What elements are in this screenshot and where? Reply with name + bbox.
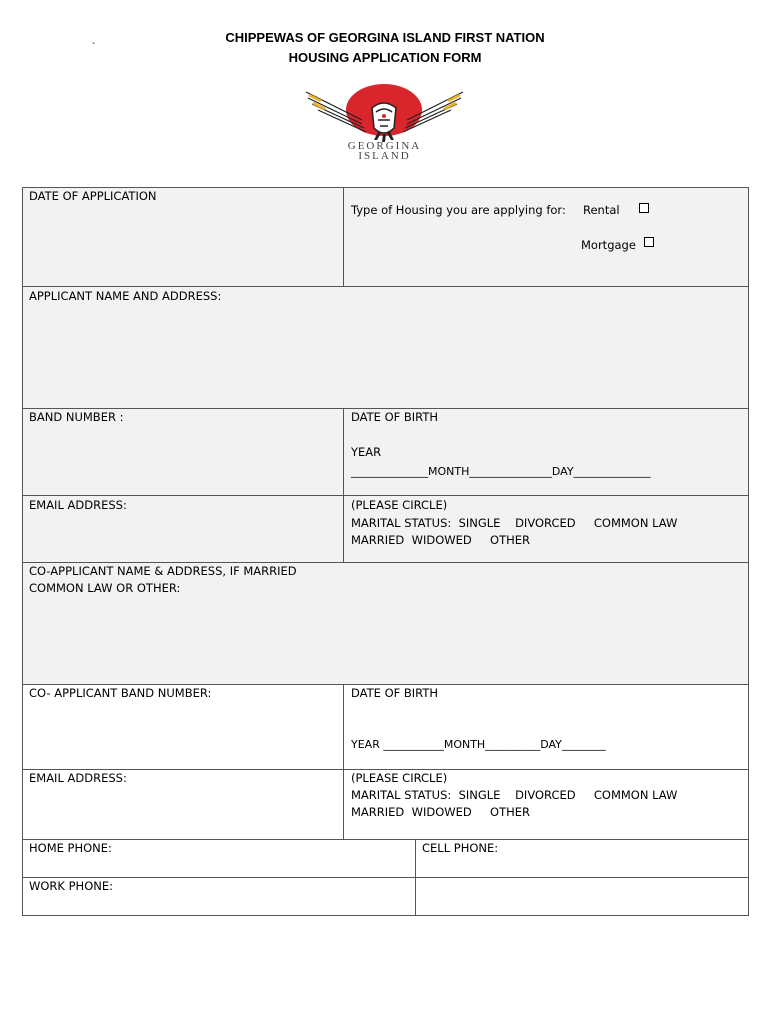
rental-checkbox[interactable]	[639, 203, 649, 213]
date-of-birth-label: DATE OF BIRTH	[351, 410, 439, 424]
dob-fill-line: ______________MONTH_______________DAY______________	[351, 465, 651, 478]
coapplicant-marital-status-options: MARITAL STATUS: SINGLE DIVORCED COMMON LAW	[351, 788, 678, 802]
form-title-line2: HOUSING APPLICATION FORM	[288, 50, 482, 65]
stray-mark: `	[92, 42, 96, 53]
marital-status-options: MARITAL STATUS: SINGLE DIVORCED COMMON LAW	[351, 516, 678, 530]
coapplicant-please-circle-label: (PLEASE CIRCLE)	[351, 771, 448, 785]
work-phone-label: WORK PHONE:	[29, 879, 113, 893]
rental-label: Rental	[583, 203, 620, 217]
table-col-divider	[415, 839, 416, 915]
table-col-divider	[343, 684, 344, 839]
coapplicant-dob-fill-line: YEAR ___________MONTH__________DAY________	[351, 738, 606, 751]
coapplicant-email-label: EMAIL ADDRESS:	[29, 771, 127, 785]
table-rule	[22, 839, 749, 840]
date-of-application-label: DATE OF APPLICATION	[29, 189, 157, 203]
blank-cell	[415, 877, 748, 915]
coapplicant-band-label: CO- APPLICANT BAND NUMBER:	[29, 686, 212, 700]
table-border-left	[22, 187, 23, 916]
table-rule	[22, 877, 749, 878]
marital-status-options-2: MARRIED WIDOWED OTHER	[351, 533, 531, 547]
cell-phone-label: CELL PHONE:	[422, 841, 499, 855]
table-border-bottom	[22, 915, 749, 916]
coapplicant-dob-label: DATE OF BIRTH	[351, 686, 439, 700]
coapplicant-marital-status-options-2: MARRIED WIDOWED OTHER	[351, 805, 531, 819]
logo-text-island: ISLAND	[358, 150, 411, 162]
applicant-name-address-label: APPLICANT NAME AND ADDRESS:	[29, 289, 222, 303]
housing-type-label: Type of Housing you are applying for:	[351, 203, 566, 217]
please-circle-label: (PLEASE CIRCLE)	[351, 498, 448, 512]
table-border-right	[748, 187, 749, 916]
mortgage-checkbox[interactable]	[644, 237, 654, 247]
home-phone-label: HOME PHONE:	[29, 841, 112, 855]
coapplicant-label-line1: CO-APPLICANT NAME & ADDRESS, IF MARRIED	[29, 564, 297, 578]
form-title-line1: CHIPPEWAS OF GEORGINA ISLAND FIRST NATION	[225, 30, 545, 45]
table-col-divider	[343, 408, 344, 562]
band-number-label: BAND NUMBER :	[29, 410, 124, 424]
table-rule	[22, 286, 749, 287]
logo-text-georgina: GEORGINA	[347, 140, 422, 152]
table-rule	[22, 495, 749, 496]
email-address-label: EMAIL ADDRESS:	[29, 498, 127, 512]
table-col-divider	[343, 187, 344, 286]
mortgage-label: Mortgage	[581, 238, 636, 252]
dob-year-label: YEAR	[351, 445, 382, 459]
coapplicant-label-line2: COMMON LAW OR OTHER:	[29, 581, 181, 595]
